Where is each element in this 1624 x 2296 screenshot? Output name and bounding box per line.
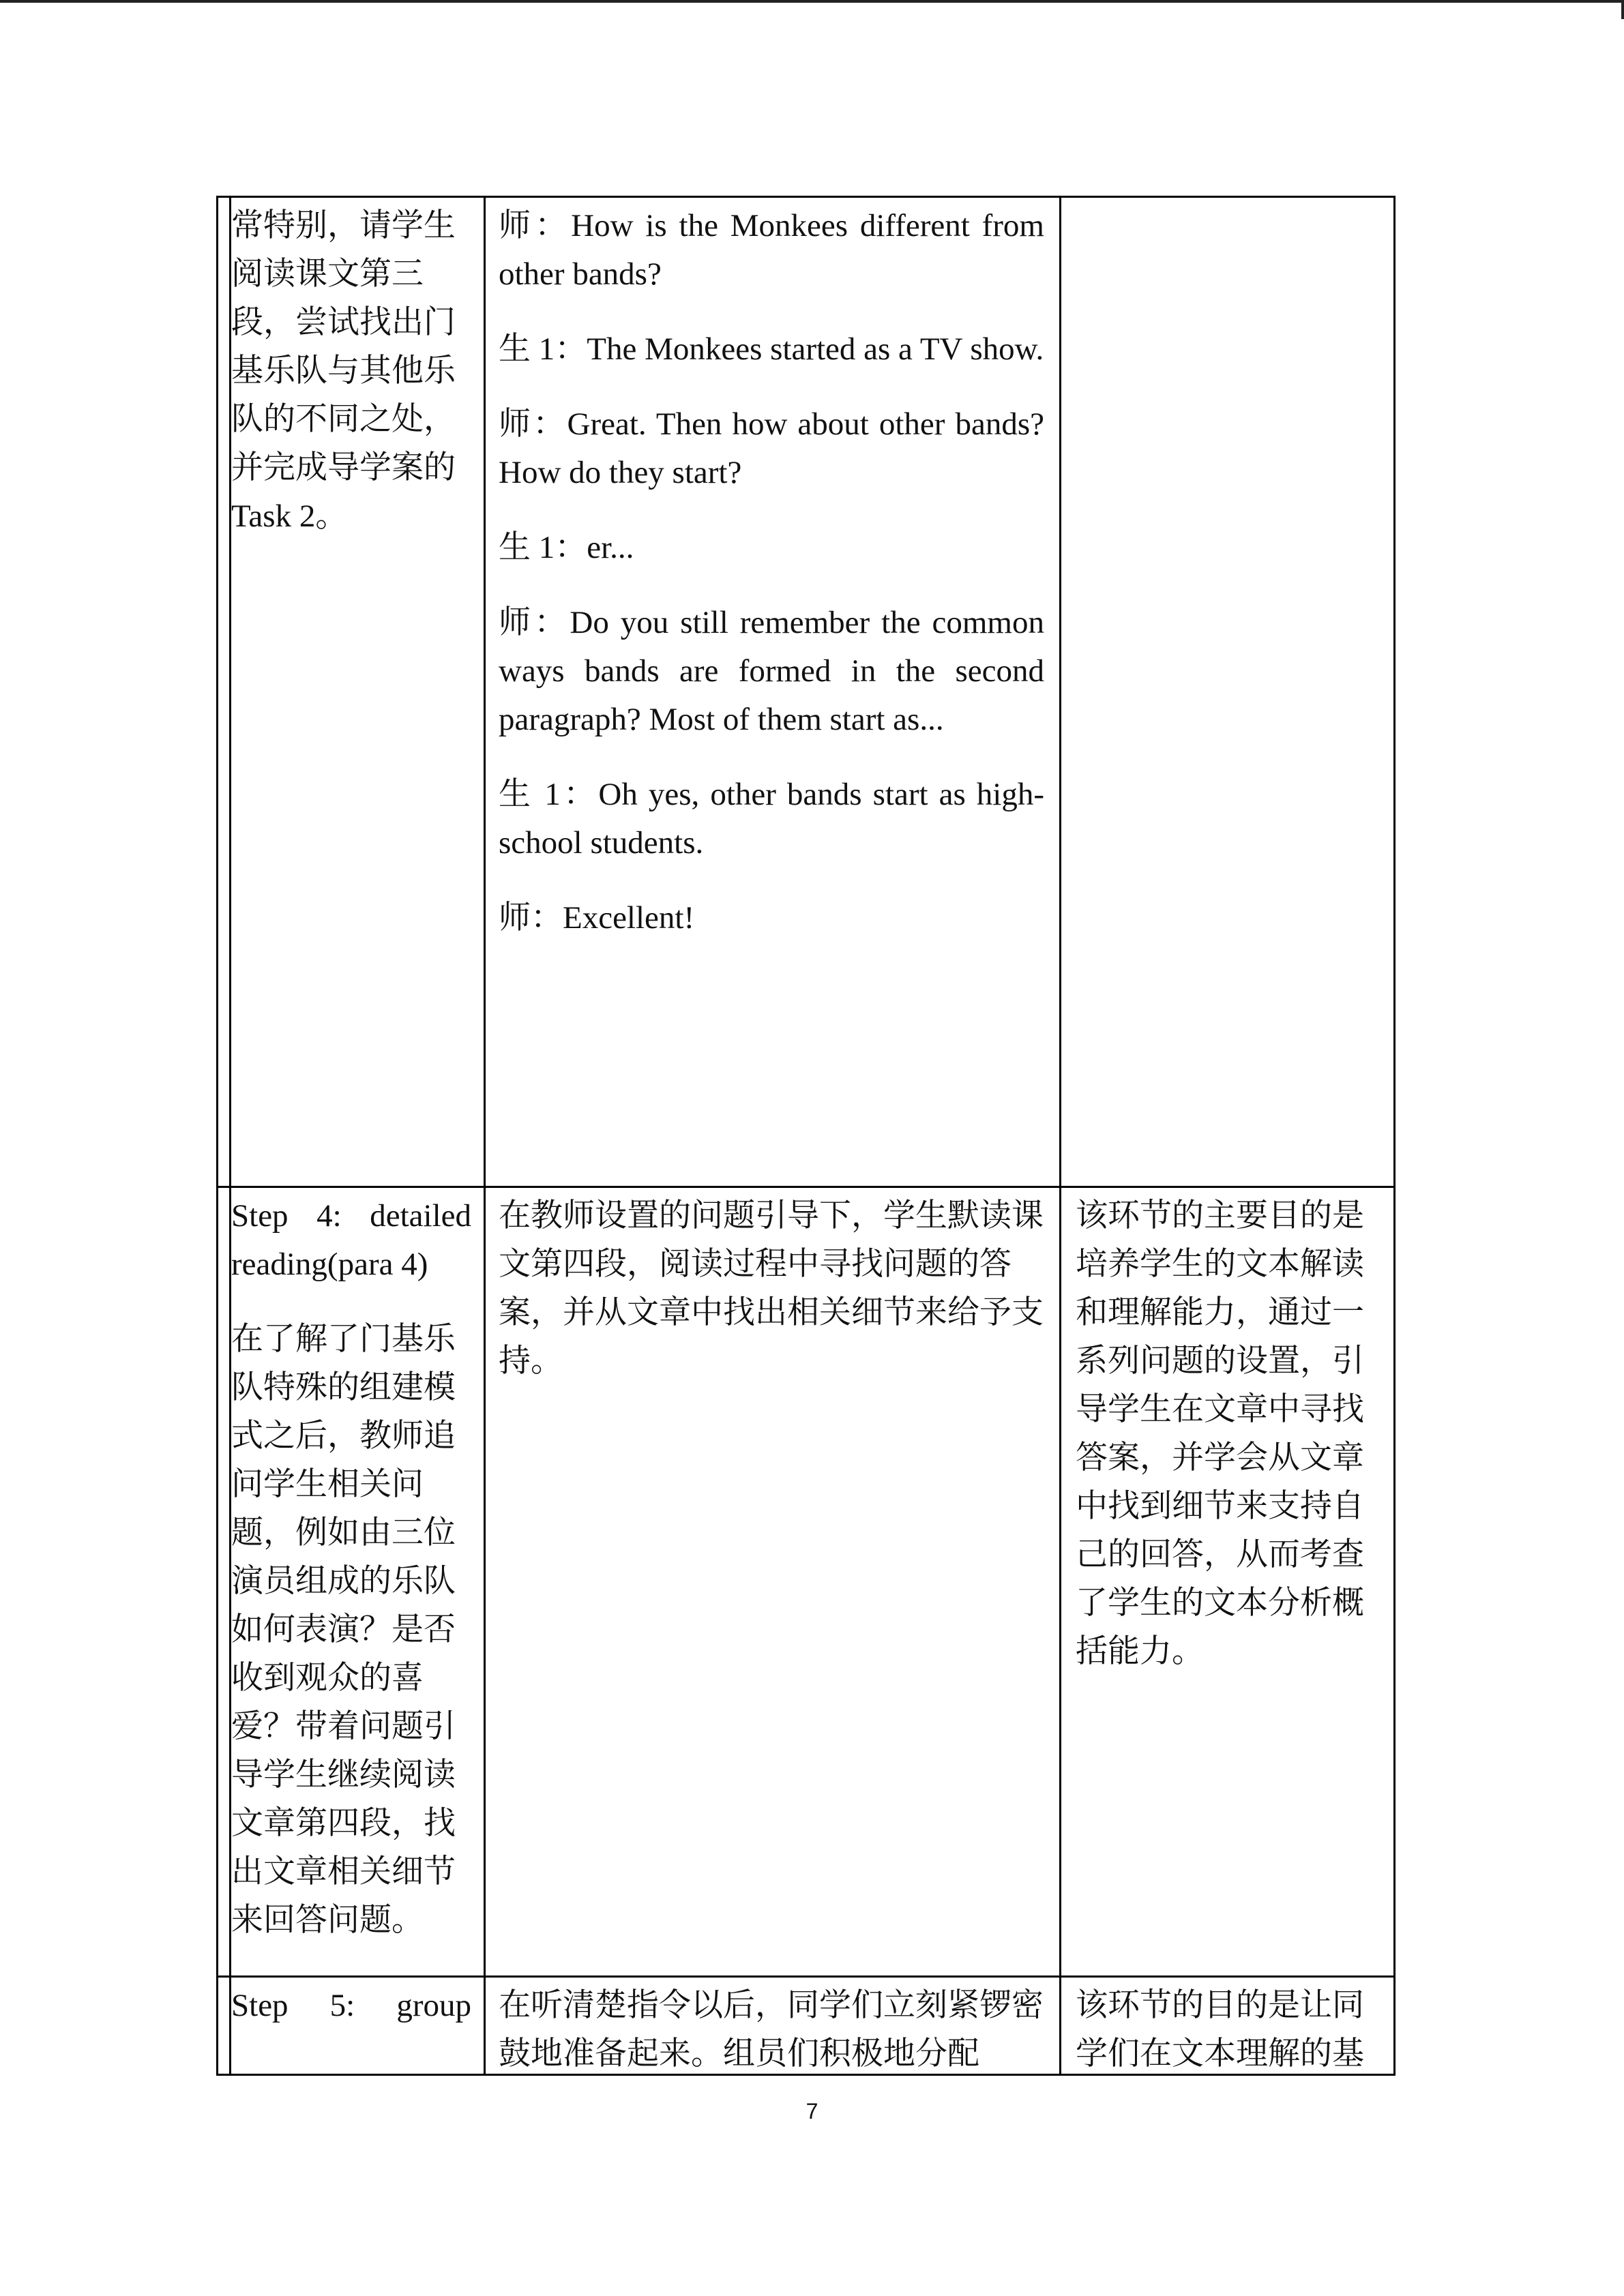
step4-description: 在了解了门基乐队特殊的组建模式之后，教师追问学生相关问题，例如由三位演员组成的乐队如何表演？是否收到观众的喜爱？带着问题引导学生继续阅读文章第四段，找出文章相关细节来回答问题。 xyxy=(231,1322,456,1938)
row1-dialogue-cell xyxy=(499,202,1044,942)
dialogue-line: 师：Do you still remember the common ways bands are formed in the second paragraph? Most of them start as... xyxy=(499,605,1044,737)
row3-activity-cell xyxy=(231,1982,471,2030)
row3-purpose-cell xyxy=(1076,1982,1376,2078)
step5-student-activity: 在听清楚指令以后，同学们立刻紧锣密鼓地准备起来。组员们积极地分配 xyxy=(499,1988,1044,2072)
col-divider-2 xyxy=(1059,196,1061,2076)
table-outer-left-border xyxy=(216,196,218,2076)
row1-activity-text: 常特别，请学生阅读课文第三段，尝试找出门基乐队与其他乐队的不同之处，并完成导学案的Task 2。 xyxy=(231,208,456,534)
row2-student-activity-cell xyxy=(499,1192,1044,1386)
step4-title: Step 4: detailed reading(para 4) xyxy=(231,1198,471,1282)
step5-title: Step 5: group xyxy=(231,1988,471,2023)
row3-student-activity-cell xyxy=(499,1982,1044,2078)
col-divider-1 xyxy=(484,196,486,2076)
dialogue-line: 生 1：Oh yes, other bands start as high-school students. xyxy=(499,777,1044,861)
row1-activity-cell xyxy=(231,202,471,541)
step4-student-activity: 在教师设置的问题引导下，学生默读课文第四段，阅读过程中寻找问题的答案，并从文章中找出相关细节来给予支持。 xyxy=(499,1198,1044,1379)
row2-activity-cell xyxy=(231,1192,471,1945)
dialogue-line: 师：Excellent! xyxy=(499,900,695,936)
page-number: 7 xyxy=(806,2099,818,2123)
row-divider-1 xyxy=(216,1186,1396,1188)
step4-purpose: 该环节的主要目的是培养学生的文本解读和理解能力，通过一系列问题的设置，引导学生在文章中寻找答案，并学会从文章中找到细节来支持自己的回答，从而考查了学生的文本分析概括能力。 xyxy=(1076,1198,1364,1669)
table-right-border xyxy=(1393,196,1396,2076)
table-top-border xyxy=(216,196,1396,198)
dialogue-line: 师：How is the Monkees different from other bands? xyxy=(499,208,1044,292)
dialogue-line: 生 1：The Monkees started as a TV show. xyxy=(499,331,1044,367)
step5-purpose: 该环节的目的是让同学们在文本理解的基 xyxy=(1076,1988,1364,2072)
row-divider-2 xyxy=(216,1976,1396,1978)
dialogue-line: 生 1：er... xyxy=(499,530,634,565)
row2-purpose-cell xyxy=(1076,1192,1376,1676)
dialogue-line: 师：Great. Then how about other bands? How do they start? xyxy=(499,406,1044,490)
